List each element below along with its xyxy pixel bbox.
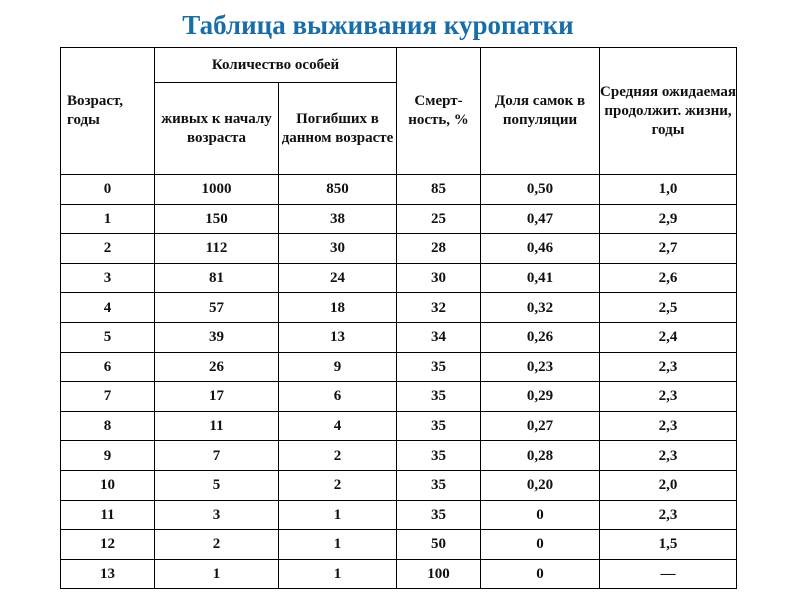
- cell-age: 13: [61, 559, 155, 589]
- header-mortality: Смерт-ность, %: [397, 48, 481, 175]
- cell-female-share: 0,41: [481, 263, 600, 293]
- header-age: Возраст, годы: [61, 48, 155, 175]
- survival-table: [60, 47, 737, 589]
- cell-alive: 17: [155, 382, 279, 412]
- cell-female-share: 0,32: [481, 293, 600, 323]
- cell-female-share: 0,50: [481, 175, 600, 205]
- header-alive: живых к началу возраста: [155, 83, 279, 175]
- cell-life-expectancy: 2,4: [600, 322, 737, 352]
- cell-age: 8: [61, 411, 155, 441]
- cell-alive: 2: [155, 530, 279, 560]
- cell-mortality: 35: [397, 382, 481, 412]
- cell-alive: 7: [155, 441, 279, 471]
- cell-mortality: 28: [397, 234, 481, 264]
- cell-age: 0: [61, 175, 155, 205]
- table-row: [61, 263, 737, 293]
- cell-alive: 150: [155, 204, 279, 234]
- cell-age: 6: [61, 352, 155, 382]
- cell-died: 1: [279, 530, 397, 560]
- table-row: [61, 322, 737, 352]
- table-row: [61, 530, 737, 560]
- table-row: [61, 293, 737, 323]
- cell-died: 2: [279, 470, 397, 500]
- cell-alive: 112: [155, 234, 279, 264]
- cell-life-expectancy: 2,7: [600, 234, 737, 264]
- table-body: [61, 175, 737, 589]
- header-count-group: Количество особей: [155, 48, 397, 83]
- cell-mortality: 85: [397, 175, 481, 205]
- cell-age: 12: [61, 530, 155, 560]
- cell-female-share: 0,46: [481, 234, 600, 264]
- cell-female-share: 0,27: [481, 411, 600, 441]
- cell-mortality: 35: [397, 352, 481, 382]
- cell-mortality: 35: [397, 470, 481, 500]
- cell-life-expectancy: 2,5: [600, 293, 737, 323]
- table-row: [61, 382, 737, 412]
- cell-female-share: 0: [481, 559, 600, 589]
- cell-life-expectancy: 2,0: [600, 470, 737, 500]
- cell-died: 13: [279, 322, 397, 352]
- cell-alive: 1: [155, 559, 279, 589]
- cell-died: 9: [279, 352, 397, 382]
- cell-mortality: 34: [397, 322, 481, 352]
- cell-female-share: 0: [481, 500, 600, 530]
- cell-alive: 5: [155, 470, 279, 500]
- cell-life-expectancy: 2,3: [600, 441, 737, 471]
- cell-age: 3: [61, 263, 155, 293]
- cell-age: 1: [61, 204, 155, 234]
- cell-age: 9: [61, 441, 155, 471]
- header-female-share: Доля самок в популяции: [481, 48, 600, 175]
- cell-life-expectancy: —: [600, 559, 737, 589]
- cell-female-share: 0,23: [481, 352, 600, 382]
- cell-mortality: 32: [397, 293, 481, 323]
- cell-died: 24: [279, 263, 397, 293]
- table-row: [61, 204, 737, 234]
- cell-life-expectancy: 1,0: [600, 175, 737, 205]
- cell-female-share: 0,29: [481, 382, 600, 412]
- cell-alive: 1000: [155, 175, 279, 205]
- cell-mortality: 100: [397, 559, 481, 589]
- cell-female-share: 0,20: [481, 470, 600, 500]
- cell-female-share: 0,26: [481, 322, 600, 352]
- cell-alive: 26: [155, 352, 279, 382]
- cell-alive: 57: [155, 293, 279, 323]
- cell-died: 1: [279, 500, 397, 530]
- cell-died: 850: [279, 175, 397, 205]
- table-row: [61, 559, 737, 589]
- cell-life-expectancy: 2,9: [600, 204, 737, 234]
- cell-age: 11: [61, 500, 155, 530]
- header-life-expectancy: Средняя ожидаемая продолжит. жизни, годы: [600, 48, 737, 175]
- table-row: [61, 352, 737, 382]
- cell-died: 2: [279, 441, 397, 471]
- cell-mortality: 35: [397, 441, 481, 471]
- cell-mortality: 50: [397, 530, 481, 560]
- cell-mortality: 25: [397, 204, 481, 234]
- cell-age: 5: [61, 322, 155, 352]
- cell-mortality: 35: [397, 500, 481, 530]
- cell-mortality: 35: [397, 411, 481, 441]
- cell-age: 4: [61, 293, 155, 323]
- cell-died: 1: [279, 559, 397, 589]
- table-row: [61, 500, 737, 530]
- cell-died: 6: [279, 382, 397, 412]
- table-row: [61, 411, 737, 441]
- cell-died: 18: [279, 293, 397, 323]
- cell-female-share: 0,47: [481, 204, 600, 234]
- cell-life-expectancy: 1,5: [600, 530, 737, 560]
- cell-alive: 3: [155, 500, 279, 530]
- cell-age: 2: [61, 234, 155, 264]
- header-died: Погибших в данном возрасте: [279, 83, 397, 175]
- cell-mortality: 30: [397, 263, 481, 293]
- cell-died: 4: [279, 411, 397, 441]
- cell-died: 30: [279, 234, 397, 264]
- cell-life-expectancy: 2,6: [600, 263, 737, 293]
- cell-alive: 81: [155, 263, 279, 293]
- cell-female-share: 0: [481, 530, 600, 560]
- cell-alive: 11: [155, 411, 279, 441]
- table-row: [61, 441, 737, 471]
- cell-died: 38: [279, 204, 397, 234]
- cell-age: 7: [61, 382, 155, 412]
- cell-life-expectancy: 2,3: [600, 352, 737, 382]
- page-title: Таблица выживания куропатки: [182, 10, 574, 40]
- table-row: [61, 175, 737, 205]
- table-row: [61, 470, 737, 500]
- cell-age: 10: [61, 470, 155, 500]
- cell-female-share: 0,28: [481, 441, 600, 471]
- table-row: [61, 234, 737, 264]
- cell-life-expectancy: 2,3: [600, 411, 737, 441]
- cell-life-expectancy: 2,3: [600, 500, 737, 530]
- cell-life-expectancy: 2,3: [600, 382, 737, 412]
- cell-alive: 39: [155, 322, 279, 352]
